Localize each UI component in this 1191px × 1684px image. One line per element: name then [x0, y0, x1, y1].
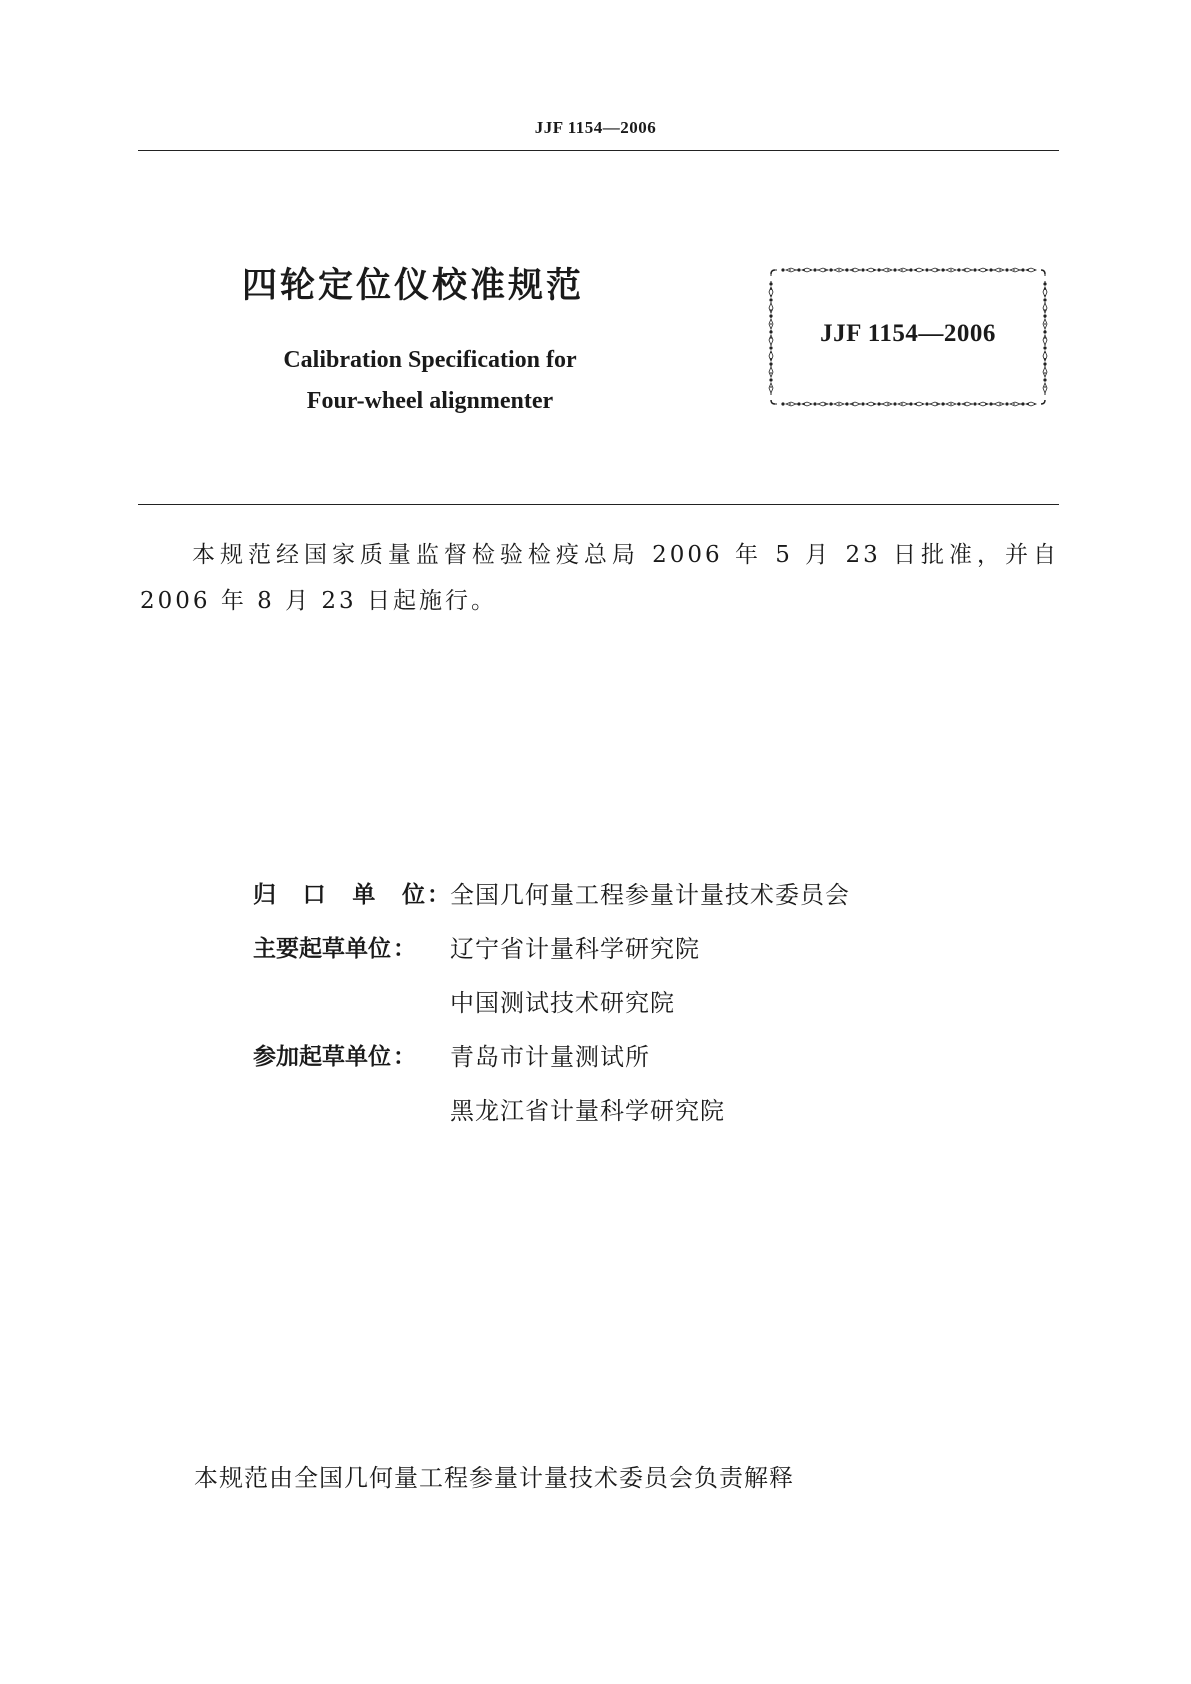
title-chinese: 四轮定位仪校准规范 [242, 266, 585, 306]
border-bead [1005, 268, 1008, 271]
border-bead [989, 268, 992, 271]
border-bead [813, 402, 816, 405]
border-bead [829, 402, 832, 405]
border-bead [769, 362, 772, 365]
border-bead [957, 268, 960, 271]
participating-label: 参加起草单位： [253, 1043, 416, 1070]
border-ornament [962, 402, 972, 406]
border-bead [893, 402, 896, 405]
border-bead [797, 268, 800, 271]
border-bead [845, 402, 848, 405]
standard-code: JJF 1154—2006 [820, 320, 996, 347]
interpretation-statement: 本规范由全国几何量工程参量计量技术委员会负责解释 [194, 1464, 794, 1492]
border-bead [845, 268, 848, 271]
border-bead [877, 268, 880, 271]
border-bead [769, 282, 772, 285]
title-english-line-2: Four-wheel alignmenter [306, 388, 554, 414]
border-bead [941, 402, 944, 405]
responsible-unit-value: 全国几何量工程参量计量技术委员会 [450, 880, 850, 909]
border-bead [925, 268, 928, 271]
responsible-unit-label: 归 口 单 位： [253, 881, 450, 908]
border-bead [893, 268, 896, 271]
border-bead [861, 402, 864, 405]
main-drafting-unit-1: 辽宁省计量科学研究院 [450, 934, 700, 963]
border-bead [861, 268, 864, 271]
main-drafting-row-2 [253, 973, 850, 1027]
border-bead [829, 268, 832, 271]
border-bead [1043, 362, 1046, 365]
border-ornament [769, 303, 773, 313]
border-ornament [1043, 303, 1047, 313]
border-bead [957, 402, 960, 405]
border-bead [909, 402, 912, 405]
border-bead [1043, 314, 1046, 317]
border-bead [797, 402, 800, 405]
border-bead [1043, 298, 1046, 301]
border-ornament [962, 268, 972, 272]
border-bead [769, 298, 772, 301]
section-divider [138, 504, 1059, 505]
standard-code-box [763, 262, 1053, 412]
border-bead [941, 268, 944, 271]
border-bead [1043, 282, 1046, 285]
header-standard-code: JJF 1154—2006 [534, 118, 657, 137]
participating-row [253, 1027, 850, 1081]
main-drafting-unit-2: 中国测试技术研究院 [450, 988, 675, 1017]
border-bead [973, 268, 976, 271]
participating-row-2 [253, 1081, 850, 1135]
main-drafting-row [253, 919, 850, 973]
border-bead [877, 402, 880, 405]
border-ornament [930, 268, 940, 272]
title-english-line-1: Calibration Specification for [283, 347, 577, 373]
border-bead [769, 378, 772, 381]
main-drafting-label: 主要起草单位： [253, 935, 416, 962]
border-ornament [818, 402, 828, 406]
border-bead [925, 402, 928, 405]
participating-unit-2: 黑龙江省计量科学研究院 [450, 1096, 725, 1125]
responsible-unit-row [253, 865, 850, 919]
participating-unit-1: 青岛市计量测试所 [450, 1042, 650, 1071]
border-ornament [850, 402, 860, 406]
border-bead [1021, 268, 1024, 271]
border-bead [781, 402, 784, 405]
border-bead [989, 402, 992, 405]
border-bead [909, 268, 912, 271]
title-english [200, 340, 660, 422]
header-divider [138, 150, 1059, 151]
border-ornament [850, 268, 860, 272]
border-bead [813, 268, 816, 271]
border-bead [1005, 402, 1008, 405]
border-bead [973, 402, 976, 405]
border-bead [781, 268, 784, 271]
border-ornament [930, 402, 940, 406]
drafting-units [253, 865, 850, 1135]
border-bead [1043, 378, 1046, 381]
border-ornament [818, 268, 828, 272]
approval-statement: 本规范经国家质量监督检验检疫总局 2006 年 5 月 23 日批准，并自 2006 年 8 月 23 日起施行。 [140, 542, 1059, 614]
border-bead [769, 314, 772, 317]
border-bead [1021, 402, 1024, 405]
